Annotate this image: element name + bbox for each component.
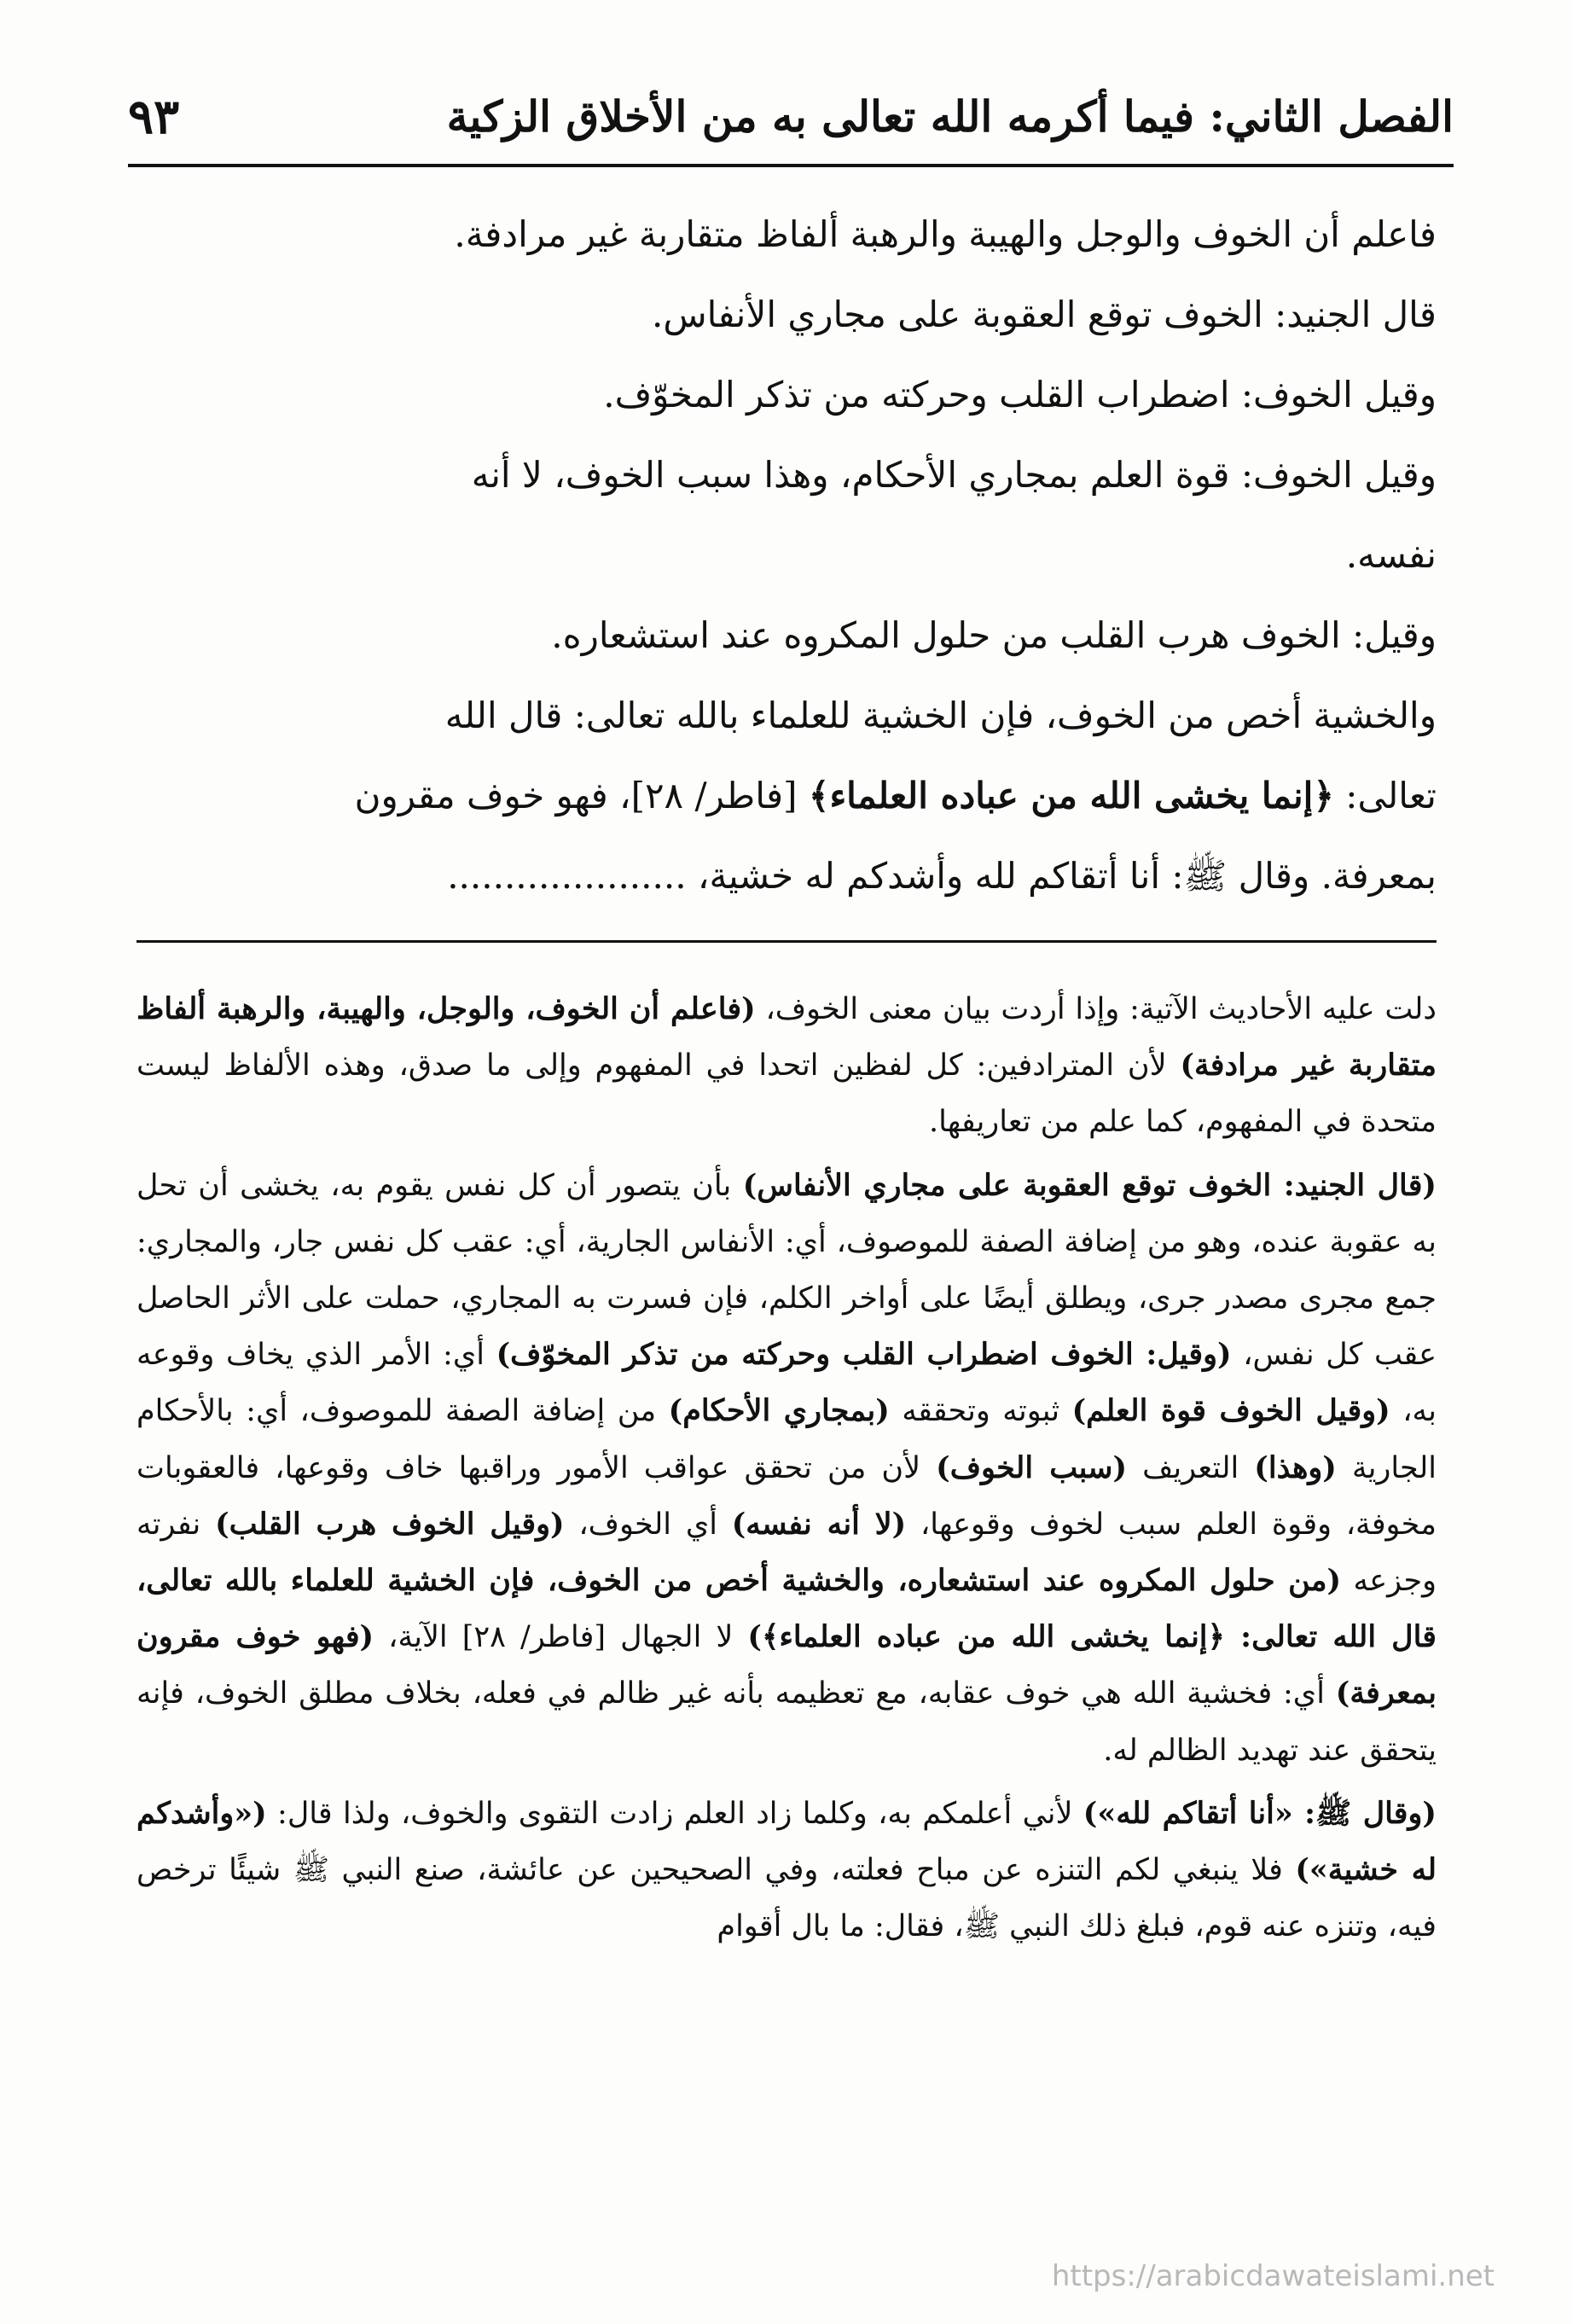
quoted-matn: (وقيل الخوف قوة العلم) <box>1071 1393 1390 1429</box>
quoted-matn: (وقيل الخوف هرب القلب) <box>215 1506 565 1542</box>
main-line: وقيل الخوف: قوة العلم بمجاري الأحكام، وهذا سبب الخوف، لا أنه <box>471 454 1437 496</box>
main-line-text: [فاطر/ ٢٨]، فهو خوف مقرون <box>354 775 809 816</box>
main-line-text: تعالى: <box>1333 775 1437 816</box>
commentary-text-span: لأن المترادفين: كل لفظين اتحدا في المفهوم وإلى ما صدق، وهذه الألفاظ ليست متحدة في المفهوم، كما علم من تعاريفها. <box>136 1049 1437 1140</box>
commentary-text-span: أي: الأمر الذي يخاف وقوعه به، <box>136 1338 1437 1429</box>
header-divider <box>128 164 1454 167</box>
main-text <box>136 195 1437 916</box>
commentary-text-span: ثبوته وتحققه <box>889 1394 1072 1429</box>
commentary-paragraph <box>136 1158 1437 1779</box>
quoted-matn: («وأشدكم له خشية») <box>136 1795 1437 1888</box>
main-line: وقيل: الخوف هرب القلب من حلول المكروه عند استشعاره. <box>551 614 1437 656</box>
quoted-matn: (سبب الخوف) <box>936 1450 1128 1485</box>
quoted-matn: (فهو خوف مقرون بمعرفة) <box>136 1619 1437 1711</box>
page-number: ٩٣ <box>128 89 180 145</box>
quoted-matn: (وهذا) <box>1254 1450 1337 1485</box>
page-header <box>128 78 1454 155</box>
quoted-matn: (فاعلم أن الخوف، والوجل، والهيبة، والرهبة ألفاظ متقاربة غير مرادفة) <box>136 991 1437 1084</box>
commentary-text-span: نفرته وجزعه <box>136 1507 1437 1599</box>
footnote-divider <box>136 940 1437 943</box>
commentary-paragraph <box>136 981 1437 1151</box>
quran-verse: ﴿إنما يخشى الله من عباده العلماء﴾ <box>808 775 1334 816</box>
main-line: وقيل الخوف: اضطراب القلب وحركته من تذكر المخوّف. <box>603 374 1437 415</box>
main-line <box>136 836 1437 916</box>
main-line-quran <box>136 756 1437 836</box>
commentary-text <box>136 981 1437 1961</box>
watermark-url: https://arabicdawateislami.net <box>1051 2259 1495 2293</box>
commentary-text-span: بأن يتصور أن كل نفس يقوم به، يخشى أن تحل به عقوبة عنده، وهو من إضافة الصفة للموصوف، أي: الأنفاس الجارية، أي: عقب كل نفس جار، والمجاري: جمع مجرى مصدر جرى، ويطلق أيضًا على أواخر الكلم، فإن فسرت به المجاري، حملت على الأثر الحاصل عقب كل نفس، <box>136 1168 1437 1373</box>
commentary-text-span: فلا ينبغي لكم التنزه عن مباح فعلته، وفي الصحيحين عن عائشة، صنع النبي ﷺ شيئًا ترخص فيه، وتنزه عنه قوم، فبلغ ذلك النبي ﷺ، فقال: ما بال أقوام <box>136 1853 1437 1944</box>
quoted-matn: (وقال ﷺ: «أنا أتقاكم لله») <box>1083 1795 1437 1831</box>
commentary-text-span: أي: فخشية الله هي خوف عقابه، مع تعظيمه بأنه غير ظالم في فعله، بخلاف مطلق الخوف، فإنه يتحقق عند تهديد الظالم له. <box>136 1676 1437 1768</box>
commentary-paragraph <box>136 1786 1437 1955</box>
commentary-text-span: من إضافة الصفة للموصوف، أي: بالأحكام الجارية <box>136 1394 1437 1485</box>
quoted-matn: (بمجاري الأحكام) <box>668 1393 890 1429</box>
commentary-text-span: دلت عليه الأحاديث الآتية: وإذا أردت بيان معنى الخوف، <box>755 992 1437 1026</box>
main-line: والخشية أخص من الخوف، فإن الخشية للعلماء بالله تعالى: قال الله <box>444 694 1437 736</box>
commentary-text-span: لأن من تحقق عواقب الأمور وراقبها خاف وقوعها، فالعقوبات مخوفة، وقوة العلم سبب لخوف وقوعها، <box>136 1450 1437 1542</box>
main-line: فاعلم أن الخوف والوجل والهيبة والرهبة ألفاظ متقاربة غير مرادفة. <box>454 213 1437 255</box>
continuation-dots: ..................... <box>447 855 687 897</box>
chapter-title: الفصل الثاني: فيما أكرمه الله تعالى به من الأخلاق الزكية <box>446 91 1454 142</box>
quoted-matn: (وقيل: الخوف اضطراب القلب وحركته من تذكر المخوّف) <box>496 1337 1232 1373</box>
commentary-text-span: التعريف <box>1127 1450 1255 1485</box>
main-line-text: بمعرفة. وقال ﷺ: أنا أتقاكم لله وأشدكم له خشية، <box>697 855 1437 897</box>
commentary-text-span: لأني أعلمكم به، وكلما زاد العلم زادت التقوى والخوف، ولذا قال: <box>266 1796 1083 1831</box>
commentary-text-span: لا الجهال [فاطر/ ٢٨] الآية، <box>374 1620 748 1655</box>
main-line: نفسه. <box>1345 534 1437 576</box>
quoted-matn: (من حلول المكروه عند استشعاره، والخشية أخص من الخوف، فإن الخشية للعلماء بالله تعالى، قال الله تعالى: ﴿إنما يخشى الله من عباده العلماء﴾) <box>136 1563 1437 1655</box>
quoted-matn: (قال الجنيد: الخوف توقع العقوبة على مجاري الأنفاس) <box>742 1167 1437 1203</box>
quoted-matn: (لا أنه نفسه) <box>731 1506 907 1542</box>
main-line: قال الجنيد: الخوف توقع العقوبة على مجاري الأنفاس. <box>652 293 1437 335</box>
commentary-text-span: أي الخوف، <box>564 1507 732 1542</box>
